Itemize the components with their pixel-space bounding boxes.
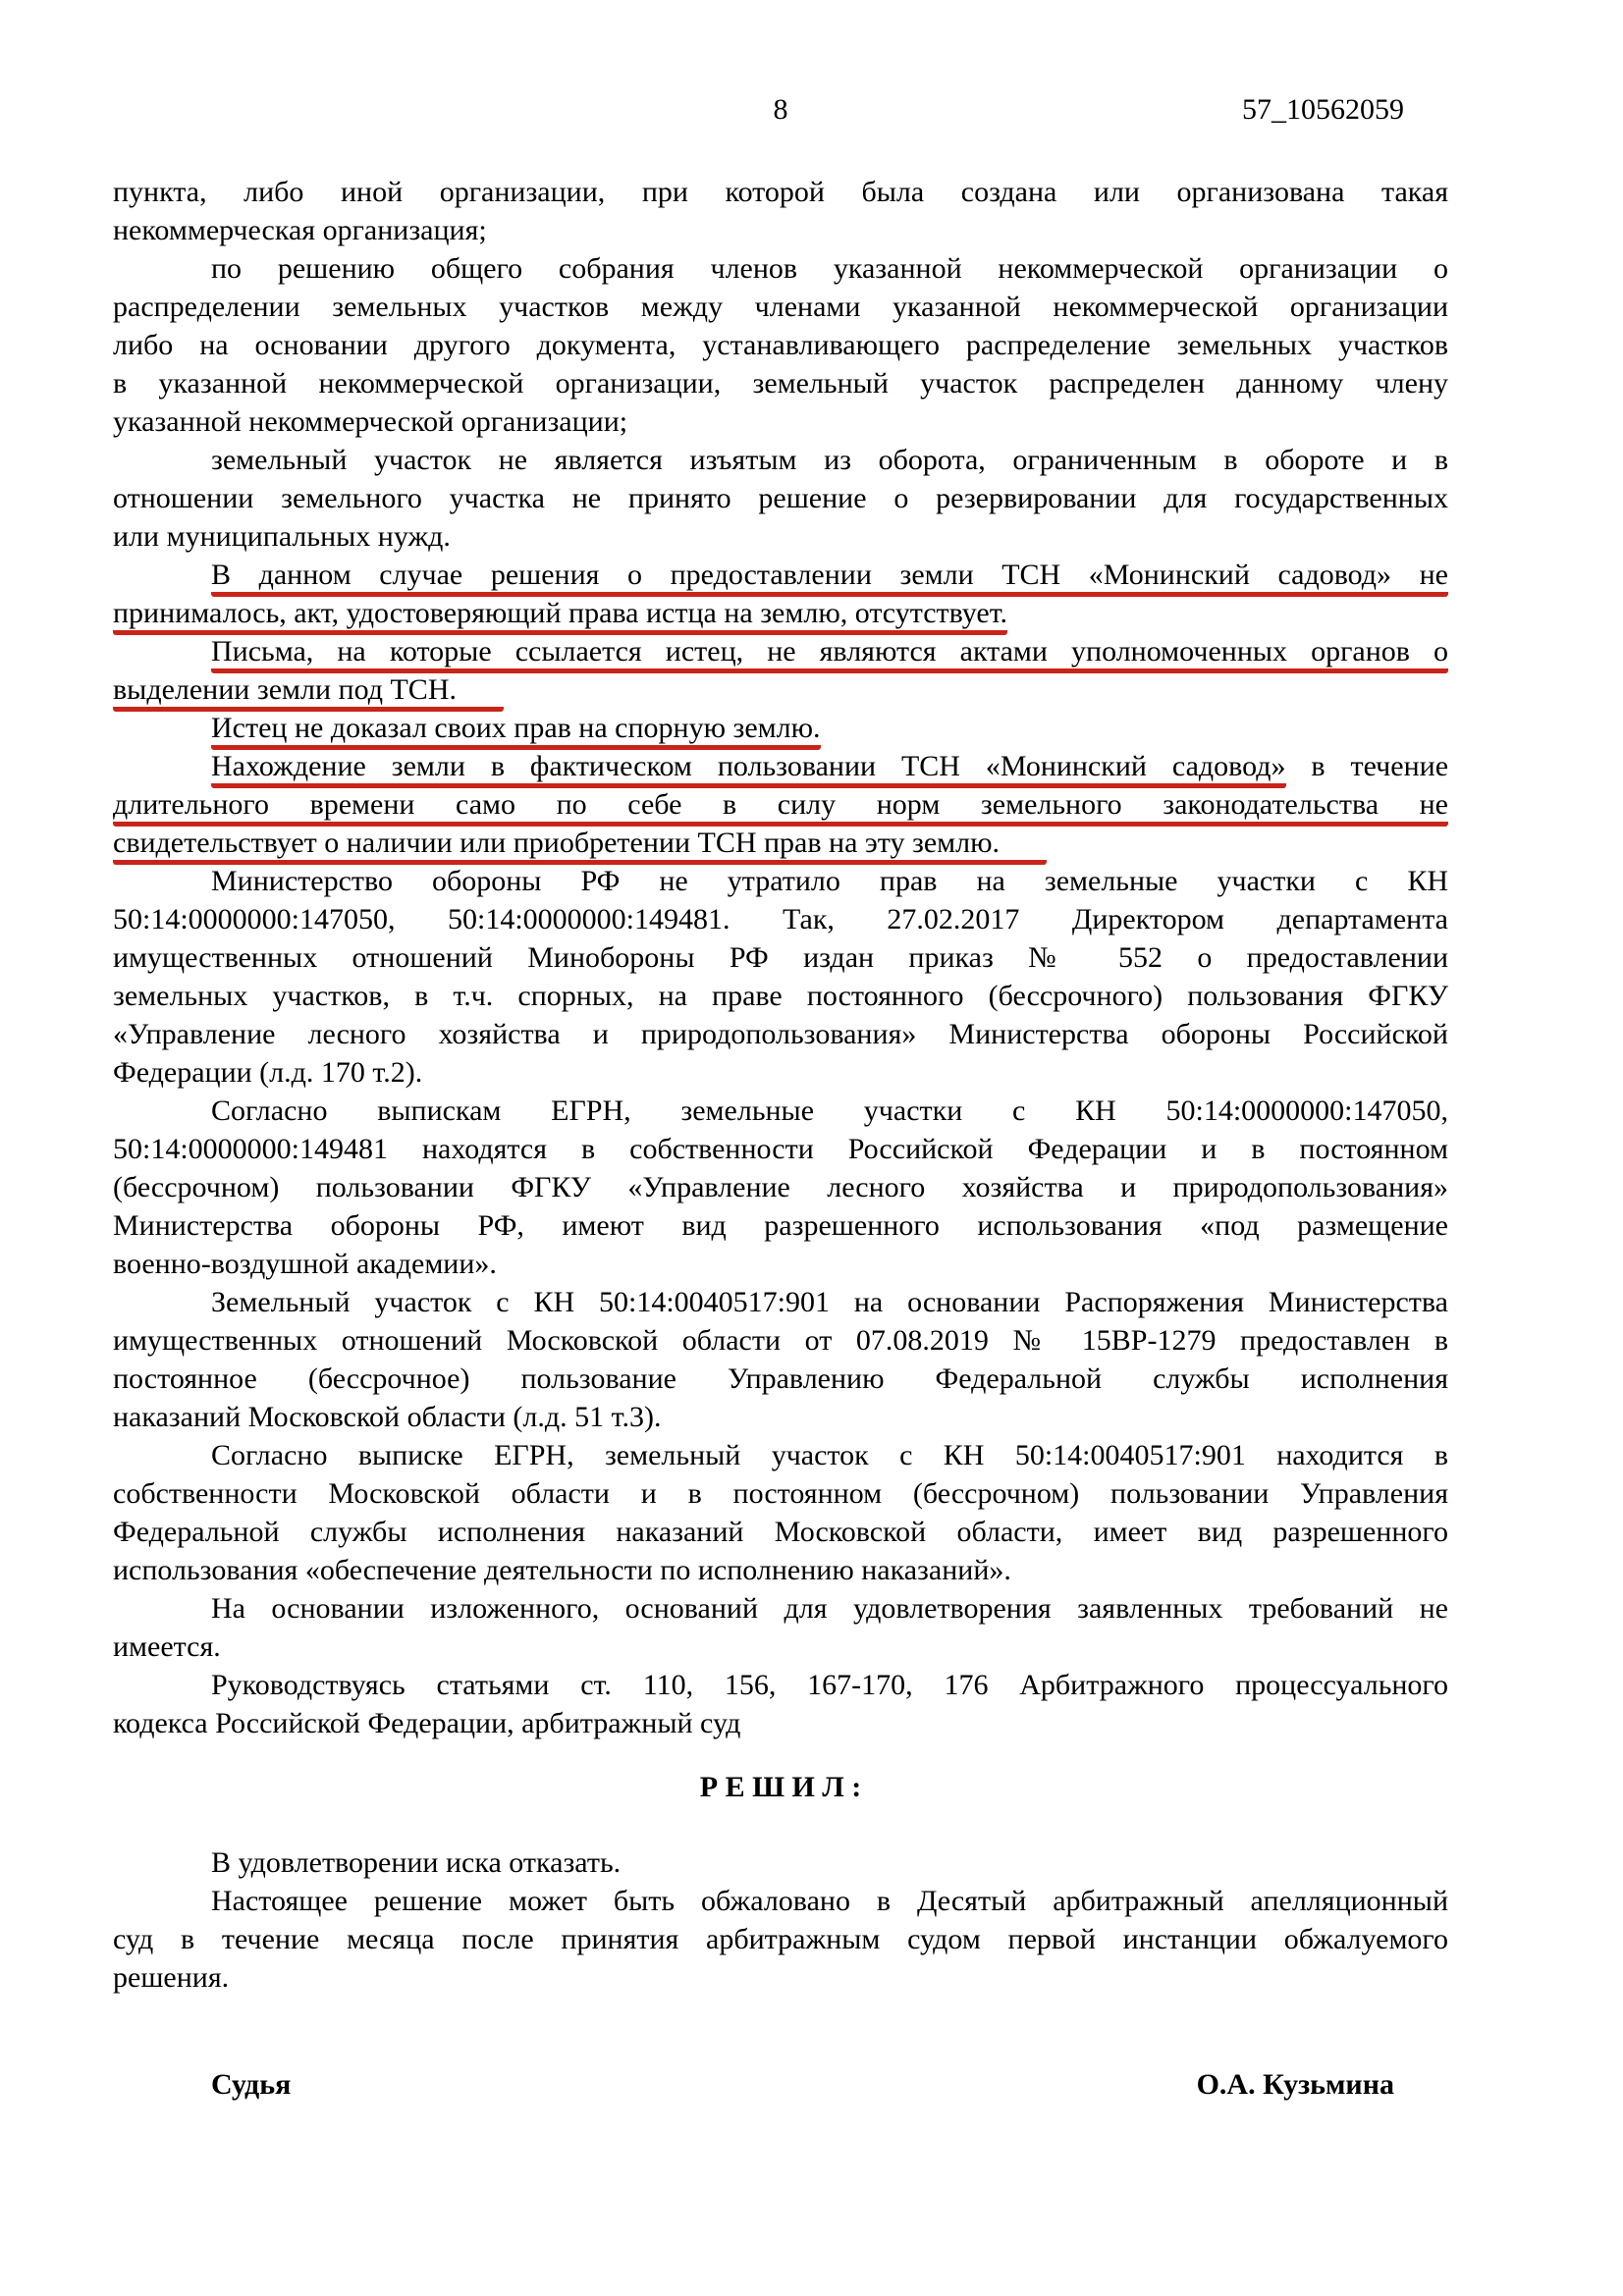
line-text: земельных участков, в т.ч. спорных, на праве постоянного (бессрочного) пользования ФГКУ bbox=[113, 980, 1448, 1012]
judge-label: Судья bbox=[211, 2068, 292, 2101]
red-underlined-text: выделении земли под ТСН. bbox=[113, 673, 504, 712]
text-line bbox=[113, 326, 1448, 364]
text-line bbox=[113, 1283, 1448, 1321]
text-line bbox=[113, 402, 1448, 441]
judge-name: О.А. Кузьмина bbox=[1196, 2068, 1394, 2101]
line-text: либо на основании другого документа, устанавливающего распределение земельных участков bbox=[113, 329, 1448, 361]
page-number: 8 bbox=[773, 93, 788, 126]
red-underlined-text: длительного времени само по себе в силу норм земельного законодательства не bbox=[113, 788, 1448, 827]
line-text: в течение bbox=[1285, 750, 1449, 782]
signature-row bbox=[113, 2065, 1448, 2104]
text-line bbox=[113, 900, 1448, 938]
line-text: пункта, либо иной организации, при которой была создана или организована такая bbox=[113, 176, 1448, 208]
text-line bbox=[113, 1206, 1448, 1245]
text-line bbox=[113, 938, 1448, 977]
line-text: распределении земельных участков между членами указанной некоммерческой организации bbox=[113, 291, 1448, 323]
text-line bbox=[113, 1843, 1448, 1882]
text-line bbox=[113, 1628, 1448, 1666]
line-text: Согласно выписке ЕГРН, земельный участок с КН 50:14:0040517:901 находится в bbox=[211, 1439, 1448, 1471]
line-text: в указанной некоммерческой организации, земельный участок распределен данному члену bbox=[113, 367, 1448, 400]
line-text: 50:14:0000000:147050, 50:14:0000000:149481. Так, 27.02.2017 Директором департамента bbox=[113, 903, 1448, 935]
text-line bbox=[113, 1958, 1448, 1997]
text-line bbox=[113, 1474, 1448, 1513]
text-line bbox=[113, 1130, 1448, 1168]
document-body bbox=[113, 173, 1448, 1997]
text-line bbox=[113, 1321, 1448, 1360]
text-line bbox=[113, 1920, 1448, 1958]
red-underlined-text: Истец не доказал своих прав на спорную землю. bbox=[211, 712, 821, 750]
line-text: На основании изложенного, оснований для удовлетворения заявленных требований не bbox=[211, 1592, 1448, 1625]
text-line bbox=[113, 1092, 1448, 1130]
line-text: суд в течение месяца после принятия арбитражным судом первой инстанции обжалуемого bbox=[113, 1923, 1448, 1955]
red-underlined-text: свидетельствует о наличии или приобретении ТСН прав на эту землю. bbox=[113, 827, 1047, 865]
line-text: Федерации (л.д. 170 т.2). bbox=[113, 1056, 423, 1089]
line-text: «Управление лесного хозяйства и природопользования» Министерства обороны Российской bbox=[113, 1018, 1448, 1050]
line-text: Министерство обороны РФ не утратило прав на земельные участки с КН bbox=[211, 865, 1448, 897]
line-text: Настоящее решение может быть обжаловано в Десятый арбитражный апелляционный bbox=[211, 1885, 1448, 1917]
text-line bbox=[113, 594, 1448, 632]
text-line bbox=[113, 1398, 1448, 1436]
line-text: военно-воздушной академии». bbox=[113, 1248, 497, 1280]
resolution-heading: Р Е Ш И Л : bbox=[699, 1771, 862, 1803]
text-line bbox=[113, 1589, 1448, 1628]
line-text: земельный участок не является изъятым из оборота, ограниченным в обороте и в bbox=[211, 444, 1448, 476]
line-text: (бессрочном) пользовании ФГКУ «Управление лесного хозяйства и природопользования» bbox=[113, 1171, 1448, 1203]
line-text: по решению общего собрания членов указанной некоммерческой организации о bbox=[211, 252, 1448, 285]
line-text: решения. bbox=[113, 1961, 230, 1994]
text-line bbox=[113, 173, 1448, 211]
text-line bbox=[113, 632, 1448, 670]
text-line bbox=[113, 977, 1448, 1015]
text-line bbox=[113, 1245, 1448, 1283]
text-line bbox=[113, 1360, 1448, 1398]
red-underlined-text: Нахождение земли в фактическом пользовании ТСН «Монинский садовод» bbox=[211, 750, 1286, 788]
text-line bbox=[113, 709, 1448, 747]
text-line bbox=[113, 441, 1448, 479]
text-line bbox=[113, 824, 1448, 862]
line-text: наказаний Московской области (л.д. 51 т.3). bbox=[113, 1401, 662, 1433]
line-text: 50:14:0000000:149481 находятся в собственности Российской Федерации и в постоянном bbox=[113, 1133, 1448, 1165]
line-text: В удовлетворении иска отказать. bbox=[211, 1846, 622, 1879]
red-underlined-text: Письма, на которые ссылается истец, не являются актами уполномоченных органов о bbox=[211, 635, 1448, 673]
text-line bbox=[113, 1666, 1448, 1704]
text-line bbox=[113, 479, 1448, 517]
text-line bbox=[113, 1882, 1448, 1920]
text-line bbox=[113, 1436, 1448, 1474]
text-line bbox=[113, 249, 1448, 288]
line-text: Федеральной службы исполнения наказаний Московской области, имеет вид разрешенного bbox=[113, 1516, 1448, 1548]
line-text: указанной некоммерческой организации; bbox=[113, 405, 628, 438]
line-text: Согласно выпискам ЕГРН, земельные участки с КН 50:14:0000000:147050, bbox=[211, 1095, 1448, 1127]
line-text: Земельный участок с КН 50:14:0040517:901 на основании Распоряжения Министерства bbox=[211, 1286, 1448, 1318]
line-text: некоммерческая организация; bbox=[113, 214, 487, 246]
red-underlined-text: принималось, акт, удостоверяющий права истца на землю, отсутствует. bbox=[113, 597, 1007, 635]
text-line bbox=[113, 364, 1448, 402]
text-line bbox=[113, 785, 1448, 824]
line-text: имеется. bbox=[113, 1630, 221, 1663]
red-underlined-text: В данном случае решения о предоставлении земли ТСН «Монинский садовод» не bbox=[211, 559, 1448, 597]
text-line bbox=[113, 1168, 1448, 1206]
text-line bbox=[113, 862, 1448, 900]
text-line bbox=[113, 1551, 1448, 1589]
line-text: имущественных отношений Минобороны РФ издан приказ № 552 о предоставлении bbox=[113, 941, 1448, 974]
line-text: кодекса Российской Федерации, арбитражный суд bbox=[113, 1707, 741, 1739]
line-text: использования «обеспечение деятельности по исполнению наказаний». bbox=[113, 1554, 1011, 1586]
text-line bbox=[113, 747, 1448, 785]
line-text: постоянное (бессрочное) пользование Управлению Федеральной службы исполнения bbox=[113, 1362, 1448, 1395]
case-number: 57_10562059 bbox=[1242, 93, 1404, 126]
text-line bbox=[113, 517, 1448, 556]
text-line bbox=[113, 211, 1448, 249]
text-line bbox=[113, 1513, 1448, 1551]
text-line bbox=[113, 1015, 1448, 1053]
text-line bbox=[113, 288, 1448, 326]
line-text: Руководствуясь статьями ст. 110, 156, 167-170, 176 Арбитражного процессуального bbox=[211, 1669, 1448, 1701]
line-text: отношении земельного участка не принято решение о резервировании для государственных bbox=[113, 482, 1448, 514]
line-text: Министерства обороны РФ, имеют вид разрешенного использования «под размещение bbox=[113, 1209, 1448, 1242]
text-line bbox=[113, 1053, 1448, 1092]
text-line bbox=[113, 556, 1448, 594]
line-text: собственности Московской области и в постоянном (бессрочном) пользовании Управления bbox=[113, 1477, 1448, 1510]
text-line bbox=[113, 1704, 1448, 1742]
line-text: имущественных отношений Московской области от 07.08.2019 № 15ВР-1279 предоставлен в bbox=[113, 1324, 1448, 1357]
text-line bbox=[113, 670, 1448, 709]
line-text: или муниципальных нужд. bbox=[113, 520, 451, 553]
